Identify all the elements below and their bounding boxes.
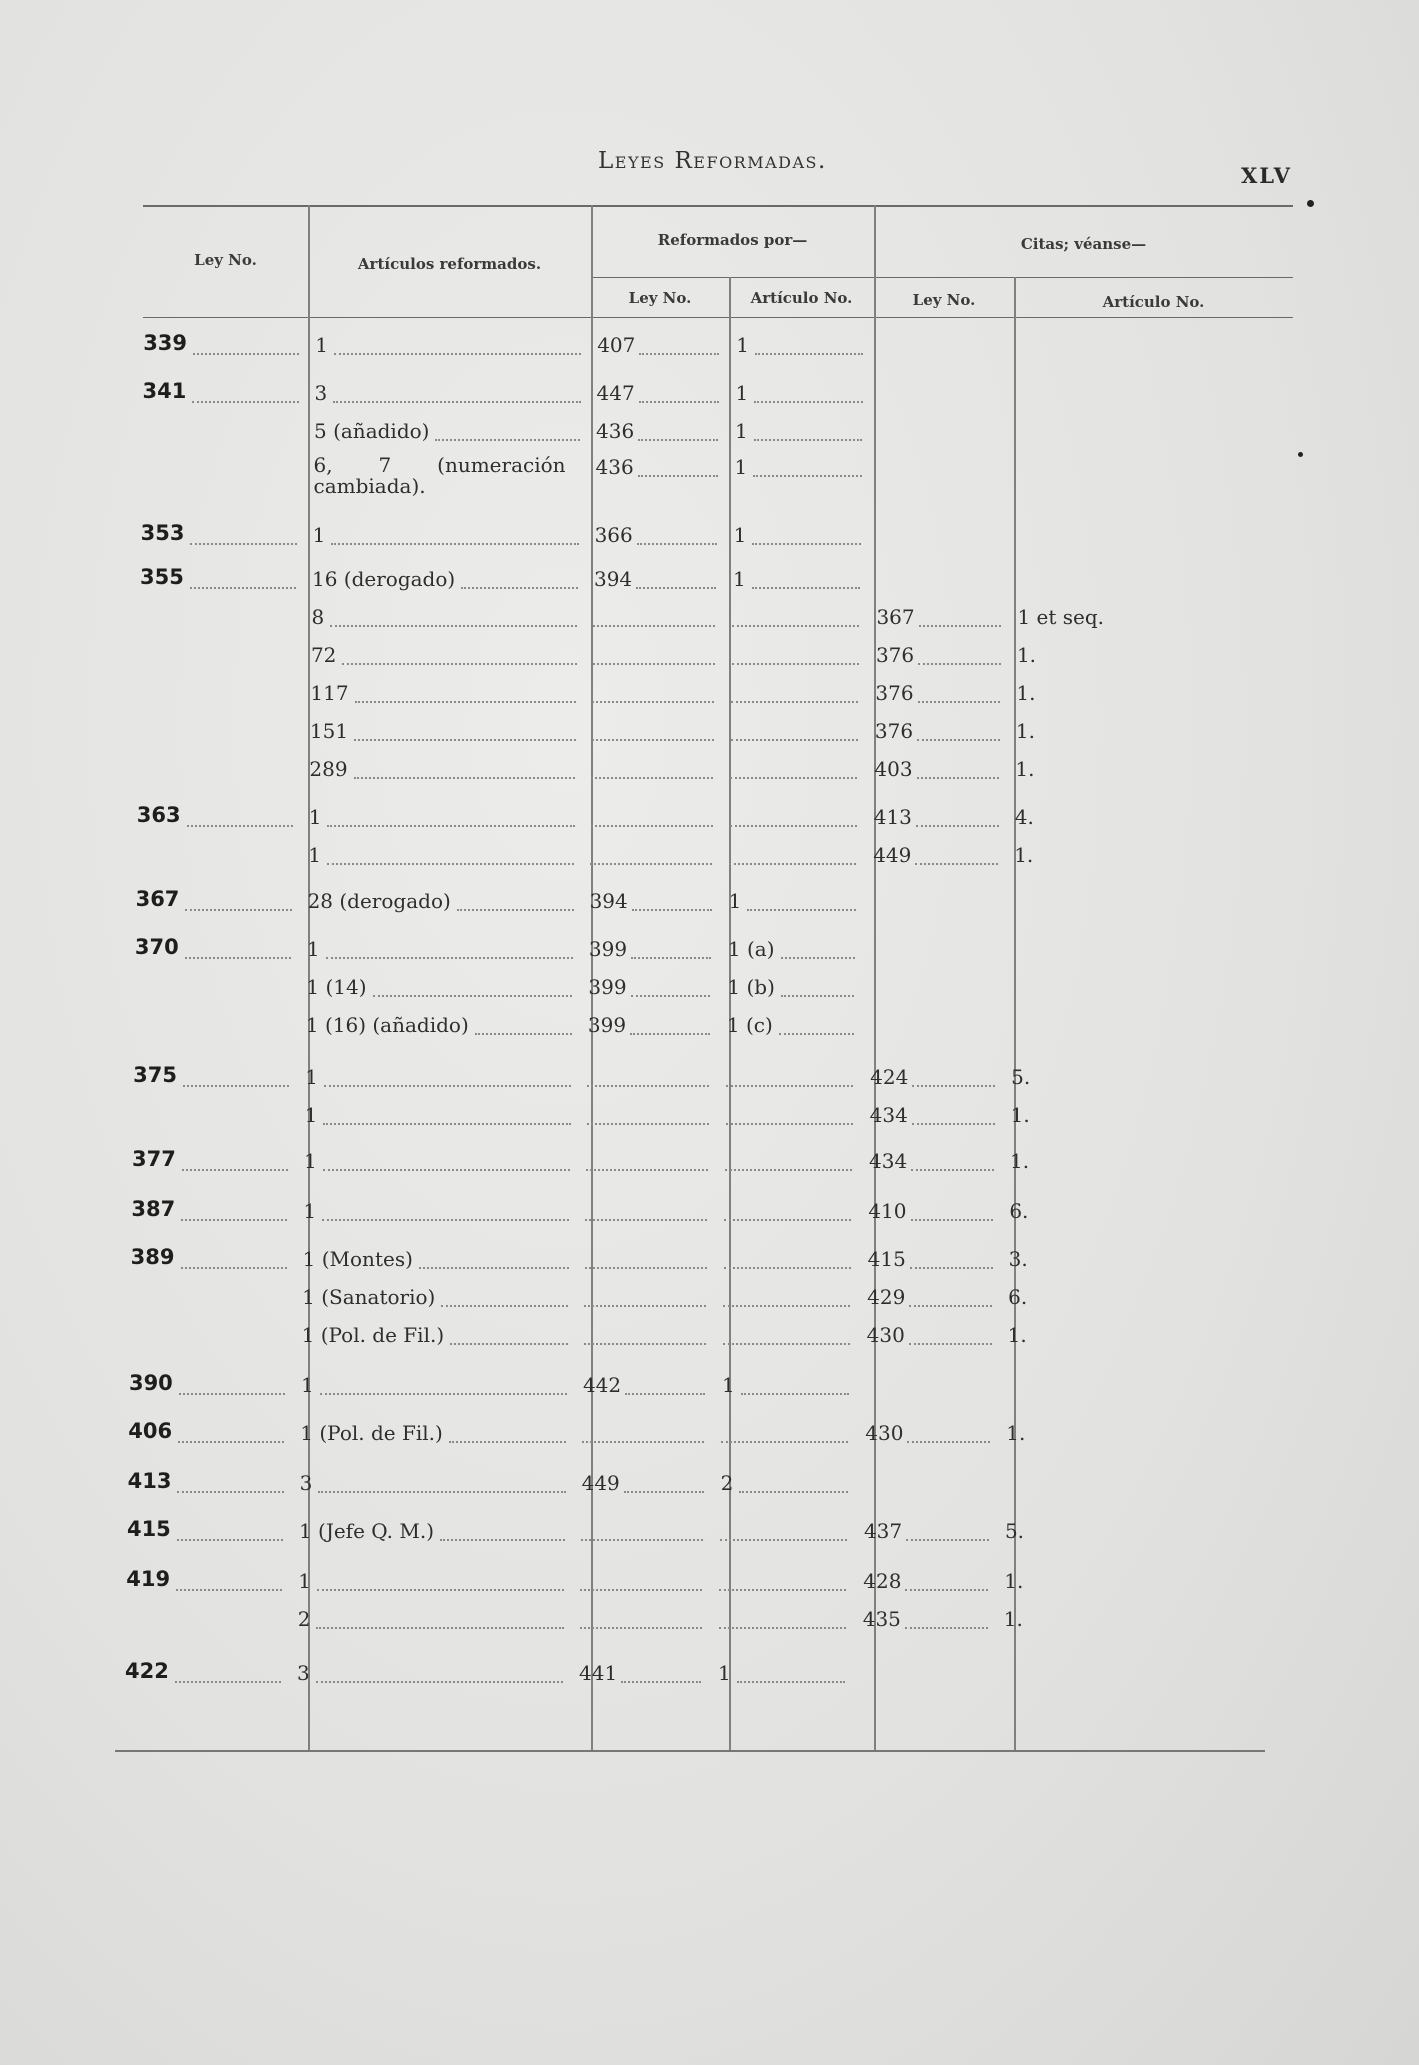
ley-number: 387 [131,1197,176,1221]
dot-leader [182,1169,288,1171]
dot-leader [450,1343,567,1345]
dot-leader [720,1539,847,1541]
dot-leader [333,401,580,403]
dot-leader [632,909,712,911]
ley-number: 370 [134,935,179,959]
articulo-reformado: 1 [315,333,328,357]
dot-leader [190,587,296,589]
reformado-ley-no: 436 [596,419,635,443]
dot-leader [330,625,577,627]
ley-number: 415 [126,1517,171,1541]
dot-leader [779,1033,854,1035]
dot-leader [175,1681,281,1683]
dot-leader [630,1033,710,1035]
dot-leader [911,1169,994,1171]
articulo-reformado: 1 [304,1103,318,1127]
dot-leader [190,543,296,545]
dot-leader [457,909,574,911]
dot-leader [755,353,863,355]
dot-leader [592,701,714,703]
ley-number: 390 [128,1371,173,1395]
dot-leader [754,401,862,403]
cita-articulo-no: 3. [1008,1247,1028,1271]
header-ley-no: Ley No. [194,251,257,269]
header-ref-ley: Ley No. [628,289,692,307]
table-bottom-rule [115,1750,1265,1752]
dot-leader [638,475,718,477]
reformado-articulo-no: 1 (a) [727,937,775,961]
dot-leader [905,1589,988,1591]
dot-leader [354,739,576,741]
cita-ley-no: 437 [863,1519,903,1543]
dot-leader [724,1219,851,1221]
page-number: XLV [1241,163,1292,188]
dot-leader [449,1441,566,1443]
ink-speck [1298,452,1303,457]
dot-leader [185,909,291,911]
ley-number: 375 [133,1063,178,1087]
dot-leader [323,1169,570,1171]
dot-leader [580,1627,702,1629]
dot-leader [331,543,578,545]
dot-leader [918,663,1001,665]
dot-leader [355,701,577,703]
articulo-reformado: 3 [314,381,328,405]
dot-leader [177,1491,283,1493]
cita-articulo-no: 1. [1004,1569,1024,1593]
dot-leader [178,1441,284,1443]
articulo-reformado: 3 [297,1661,310,1685]
dot-leader [316,1681,563,1683]
law-table [125,205,1293,1765]
header-cit-ley: Ley No. [912,291,976,309]
reformado-articulo-no: 1 [732,567,746,591]
dot-leader [185,957,291,959]
articulo-reformado: 1 (14) [306,975,367,999]
dot-leader [326,957,573,959]
dot-leader [730,825,857,827]
reformado-ley-no: 407 [597,333,636,357]
cita-ley-no: 430 [865,1421,904,1445]
cita-articulo-no: 1. [1014,843,1034,867]
dot-leader [435,439,580,441]
dot-leader [919,625,1002,627]
header-bottom-rule [143,317,1293,318]
articulo-reformado: 1 [308,805,322,829]
running-title: Leyes Reformadas. [598,148,827,174]
dot-leader [916,825,999,827]
articulo-reformado: 8 [311,605,325,629]
dot-leader [721,1441,848,1443]
dot-leader [915,863,998,865]
dot-leader [737,1681,845,1683]
articulo-reformado: 117 [310,681,349,705]
dot-leader [317,1589,564,1591]
dot-leader [631,995,711,997]
ink-speck [1307,200,1314,207]
articulo-reformado: 1 [300,1373,314,1397]
reformado-ley-no: 399 [588,937,628,961]
articulo-reformado: 1 [304,1149,317,1173]
dot-leader [732,663,859,665]
dot-leader [593,625,715,627]
ley-number: 355 [140,565,184,589]
dot-leader [580,1589,702,1591]
cita-ley-no: 413 [873,805,912,829]
articulo-reformado: 1 (Montes) [302,1247,413,1271]
articulo-reformado: 5 (añadido) [314,419,430,443]
cita-ley-no: 410 [868,1199,907,1223]
dot-leader [741,1393,849,1395]
cita-ley-no: 376 [874,719,914,743]
dot-leader [909,1305,992,1307]
cita-articulo-no: 6. [1008,1285,1028,1309]
reformado-ley-no: 442 [582,1373,622,1397]
cita-articulo-no: 6. [1009,1199,1029,1223]
cita-articulo-no: 4. [1014,805,1034,829]
reformado-ley-no: 399 [588,975,627,999]
ley-number: 422 [125,1659,169,1683]
ley-number: 363 [136,803,181,827]
dot-leader [590,863,712,865]
header-ref-art: Artículo No. [750,289,853,307]
reformado-articulo-no: 1 [735,419,748,443]
dot-leader [181,1267,287,1269]
dot-leader [591,777,713,779]
ley-number: 339 [143,331,188,355]
articulo-reformado: 72 [310,643,337,667]
reformado-articulo-no: 1 (c) [726,1013,773,1037]
dot-leader [327,863,574,865]
cita-ley-no: 376 [875,643,915,667]
dot-leader [781,995,855,997]
dot-leader [316,1627,563,1629]
cita-ley-no: 429 [867,1285,906,1309]
ley-number: 367 [135,887,180,911]
cita-ley-no: 434 [869,1103,908,1127]
dot-leader [181,1219,287,1221]
reformado-ley-no: 366 [594,523,633,547]
dot-leader [747,909,855,911]
dot-leader [475,1033,572,1035]
cita-ley-no: 449 [873,843,912,867]
dot-leader [719,1589,846,1591]
dot-leader [176,1589,282,1591]
dot-leader [638,439,718,441]
dot-leader [373,995,573,997]
ley-number: 377 [132,1147,176,1171]
dot-leader [781,957,855,959]
cita-ley-no: 415 [867,1247,906,1271]
dot-leader [906,1539,989,1541]
dot-leader [320,1393,567,1395]
ley-number: 406 [128,1419,173,1443]
dot-leader [636,587,716,589]
dot-leader [732,625,859,627]
dot-leader [582,1441,704,1443]
articulo-reformado: 1 (Pol. de Fil.) [300,1421,443,1445]
dot-leader [731,701,858,703]
cita-articulo-no: 1. [1016,643,1037,667]
dot-leader [586,1169,708,1171]
reformado-articulo-no: 2 [720,1471,734,1495]
ley-number: 353 [140,521,185,545]
articulo-reformado: 2 [297,1607,311,1631]
table-top-rule [143,205,1293,207]
dot-leader [193,353,299,355]
dot-leader [723,1305,850,1307]
dot-leader [907,1441,990,1443]
dot-leader [723,1343,850,1345]
dot-leader [918,701,1001,703]
subheader-rule [591,277,1293,278]
articulo-reformado: 1 [303,1199,317,1223]
articulo-reformado: 3 [299,1471,313,1495]
articulo-reformado: 1 [308,843,321,867]
articulo-reformado: 1 (Sanatorio) [302,1285,436,1309]
dot-leader [917,739,1000,741]
reformado-ley-no: 394 [593,567,633,591]
dot-leader [905,1627,988,1629]
dot-leader [441,1305,568,1307]
ley-number: 413 [127,1469,172,1493]
cita-ley-no: 430 [866,1323,905,1347]
cita-ley-no: 403 [874,757,913,781]
dot-leader [912,1123,995,1125]
articulo-reformado: 1 [305,1065,318,1089]
ley-number: 389 [130,1245,175,1269]
ley-number: 419 [126,1567,171,1591]
dot-leader [461,587,578,589]
header-citas: Citas; véanse— [1020,235,1147,253]
cita-articulo-no: 5. [1004,1519,1025,1543]
dot-leader [752,587,860,589]
reformado-ley-no: 447 [596,381,635,405]
articulo-reformado: 151 [309,719,349,743]
dot-leader [731,739,858,741]
cita-ley-no: 428 [863,1569,902,1593]
header-cit-art: Artículo No. [1102,293,1205,311]
cita-articulo-no: 1. [1010,1103,1030,1127]
dot-leader [639,401,719,403]
dot-leader [192,401,298,403]
dot-leader [729,863,856,865]
dot-leader [624,1491,704,1493]
cita-articulo-no: 1. [1003,1607,1023,1631]
dot-leader [726,1123,853,1125]
dot-leader [739,1491,847,1493]
reformado-articulo-no: 1 [721,1373,735,1397]
dot-leader [621,1681,701,1683]
dot-leader [581,1539,703,1541]
cita-articulo-no: 1. [1016,681,1036,705]
dot-leader [334,353,581,355]
header-articulos: Artículos reformados. [357,255,542,273]
articulo-reformado: 1 [298,1569,311,1593]
dot-leader [909,1343,992,1345]
dot-leader [637,543,717,545]
reformado-articulo-no: 1 (b) [727,975,775,999]
cita-ley-no: 367 [876,605,915,629]
reformado-articulo-no: 1 [733,523,747,547]
dot-leader [911,1219,994,1221]
dot-leader [323,1123,570,1125]
header-reformados: Reformados por— [657,231,808,249]
articulo-reformado: 6, 7 (numeración cambiada). [313,453,566,498]
articulo-reformado: 1 (16) (añadido) [305,1013,469,1037]
articulo-reformado: 16 (derogado) [311,567,456,591]
dot-leader [917,777,1000,779]
reformado-ley-no: 399 [587,1013,627,1037]
dot-leader [753,475,861,477]
dot-leader [318,1491,565,1493]
reformado-articulo-no: 1 [718,1661,731,1685]
reformado-ley-no: 394 [589,889,628,913]
dot-leader [324,1085,571,1087]
dot-leader [322,1219,569,1221]
dot-leader [724,1267,851,1269]
articulo-reformado: 1 (Pol. de Fil.) [301,1323,445,1347]
cita-articulo-no: 1. [1015,719,1035,743]
dot-leader [725,1169,852,1171]
reformado-articulo-no: 1 [728,889,742,913]
articulo-reformado: 28 (derogado) [307,889,451,913]
dot-leader [440,1539,565,1541]
dot-leader [585,1219,707,1221]
dot-leader [754,439,862,441]
reformado-ley-no: 436 [595,455,634,479]
dot-leader [910,1267,993,1269]
dot-leader [177,1539,283,1541]
dot-leader [726,1085,853,1087]
reformado-articulo-no: 1 [735,381,749,405]
ley-number: 341 [142,379,187,403]
dot-leader [187,825,293,827]
dot-leader [592,739,714,741]
cita-articulo-no: 1. [1006,1421,1026,1445]
cita-ley-no: 424 [870,1065,909,1089]
dot-leader [342,663,577,665]
dot-leader [183,1085,289,1087]
dot-leader [625,1393,705,1395]
dot-leader [419,1267,569,1269]
cita-ley-no: 376 [875,681,914,705]
cita-articulo-no: 1. [1015,757,1035,781]
articulo-reformado: 1 [306,937,320,961]
dot-leader [584,1343,706,1345]
reformado-ley-no: 449 [581,1471,620,1495]
reformado-ley-no: 441 [579,1661,618,1685]
cita-articulo-no: 5. [1011,1065,1031,1089]
articulo-reformado: 1 (Jefe Q. M.) [298,1519,435,1543]
dot-leader [631,957,711,959]
dot-leader [327,825,574,827]
dot-leader [584,1305,706,1307]
dot-leader [591,825,713,827]
dot-leader [719,1627,846,1629]
dot-leader [587,1085,709,1087]
cita-ley-no: 435 [862,1607,901,1631]
cita-ley-no: 434 [869,1149,908,1173]
reformado-articulo-no: 1 [736,333,749,357]
cita-articulo-no: 1. [1007,1323,1027,1347]
cita-articulo-no: 1 et seq. [1017,605,1105,629]
dot-leader [179,1393,285,1395]
dot-leader [730,777,857,779]
cita-articulo-no: 1. [1010,1149,1030,1173]
reformado-articulo-no: 1 [734,455,748,479]
dot-leader [639,353,719,355]
dot-leader [585,1267,707,1269]
dot-leader [587,1123,709,1125]
articulo-reformado: 1 [312,523,326,547]
dot-leader [593,663,715,665]
dot-leader [354,777,576,779]
dot-leader [752,543,860,545]
dot-leader [912,1085,995,1087]
articulo-reformado: 289 [309,757,348,781]
